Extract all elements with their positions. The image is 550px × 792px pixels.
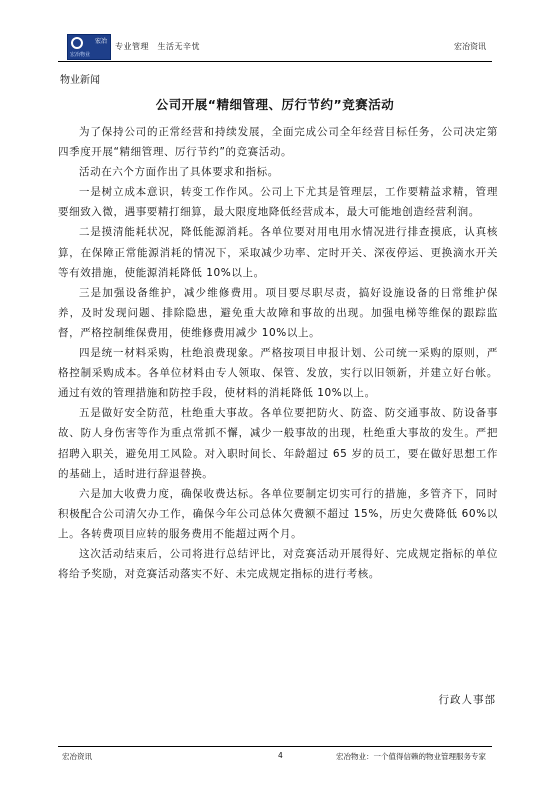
section-label: 物业新闻 [60,75,100,86]
header-slogan: 专业管理 生活无辛忧 [115,42,200,51]
paragraph-point-1: 一是树立成本意识，转变工作作风。公司上下尤其是管理层，工作要精益求精，管理要细致入微，遇事要精打细算，最大限度地降低经营成本，最大可能地创造经营利润。 [58,186,498,219]
paragraph-point-3: 三是加强设备维护，减少维修费用。项目要尽职尽责，搞好设施设备的日常维护保养，及时发现问题、排除隐患，避免重大故障和事故的出现。加强电梯等维保的跟踪监督，严格控制维保费用，使维修费用减少 10%以上。 [58,286,498,339]
footer-left-text: 宏冶资讯 [62,752,92,761]
logo-text: 宏冶 [94,38,107,45]
logo-emblem-icon [71,37,83,49]
paragraph-point-2: 二是摸清能耗状况，降低能源消耗。各单位要对用电用水情况进行排查摸底，认真核算，在保障正常能源消耗的情况下，采取减少功率、定时开关、深夜停运、更换滴水开关等有效措施，使能源消耗降低 10%以上。 [58,226,498,279]
paragraph-overview: 活动在六个方面作出了具体要求和指标。 [79,166,279,179]
company-logo [67,34,111,60]
page-header [58,33,492,62]
footer-right-text: 宏冶物业：一个值得信赖的物业管理服务专家 [336,752,486,761]
paragraph-conclusion: 这次活动结束后，公司将进行总结评比，对竞赛活动开展得好、完成规定指标的单位将给予奖励，对竞赛活动落实不好、未完成规定指标的进行考核。 [58,547,498,581]
signature-department: 行政人事部 [438,694,496,706]
paragraph-point-5: 五是做好安全防范，杜绝重大事故。各单位要把防火、防盗、防交通事故、防设备事故、防人身伤害等作为重点常抓不懈，减少一般事故的出现，杜绝重大事故的发生。严把招聘入职关，避免用工风险。对入职时间长、年龄超过 65 岁的员工，要在做好思想工作的基础上，适时进行辞退替换。 [58,407,498,480]
page-number: 4 [278,751,283,760]
logo-subtext: 宏冶物业 [70,52,91,58]
article-body [58,122,498,584]
paragraph-intro: 为了保持公司的正常经营和持续发展，全面完成公司全年经营目标任务，公司决定第四季度开展“精细管理、厉行节约”的竞赛活动。 [58,126,498,159]
paragraph-point-4: 四是统一材料采购，杜绝浪费现象。严格按项目申报计划、公司统一采购的原则，严格控制采购成本。各单位材料由专人领取、保管、发放，实行以旧领新，并建立好台帐。通过有效的管理措施和防控手段，使材料的消耗降低 10%以上。 [58,347,498,400]
paragraph-point-6: 六是加大收费力度，确保收费达标。各单位要制定切实可行的措施，多管齐下，同时积极配合公司清欠办工作，确保今年公司总体欠费额不超过 15%，历史欠费降低 60%以上。各转费项目应转的服务费用不能超过两个月。 [58,487,498,540]
page-footer [58,746,492,767]
header-company: 宏冶资讯 [454,42,486,51]
article-title: 公司开展“精细管理、厉行节约”竞赛活动 [155,97,395,112]
